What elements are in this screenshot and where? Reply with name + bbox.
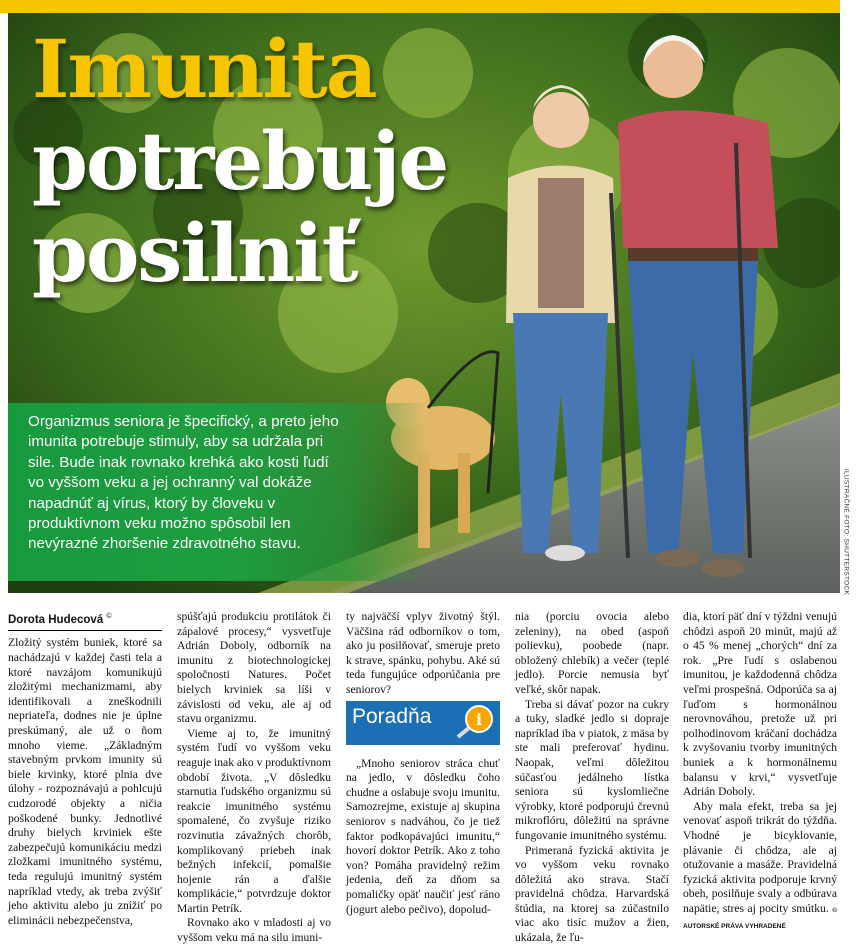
headline xyxy=(32,23,447,299)
lead-box xyxy=(8,403,428,581)
column-1 xyxy=(8,610,162,928)
paragraph: Vieme aj to, že imunitný systém ľudí vo vyššom veku reaguje inak ako v produktívnom období života. „V dôsledku starnutia ľudského organizmu sú reakcie imunitného systému spomalené, čo zvyšuje riziko rozvinutia závažných chorôb, komplikovaný priebeh inak bežných infekcií, pomalšie hojenie rán a ďalšie komplikácie,“ potvrdzuje doktor Martin Petrík. xyxy=(177,726,331,915)
headline-line-1: Imunita xyxy=(32,22,376,116)
paragraph: Zložitý systém buniek, ktoré sa nachádzajú v každej časti tela a ktoré navzájom komunikujú zložitými mechanizmami, aby identifikovali a zneškodnili nepriateľa, dodnes nie je úplne preskúmaný, ale už o ňom mnoho vieme. „Základným stavebným prvkom imunity sú biele krvinky, ktoré plnia dve úlohy - rozpoznávajú a pohlcujú cudzorodé objekty a ničia poškodené bunky. Jednotlivé druhy bielych krviniek ešte zabezpečujú komunikáciu medzi zložkami imunitného systému, teda regulujú imunitný systém napríklad vtedy, ak treba zvýšiť jeho aktivitu alebo ju znížiť po eliminácii nebezpečenstva, xyxy=(8,636,162,927)
column-4 xyxy=(515,610,669,946)
author-mark: © xyxy=(106,613,112,620)
column-2 xyxy=(177,610,331,946)
paragraph: nia (porciu ovocia alebo zeleniny), na obed (aspoň polievku), poobede (napr. obložený chlebík) a večer (teplé jedlo). Porcie nemusia byť veľké, skôr napak. xyxy=(515,610,669,696)
paragraph: Rovnako ako v mladosti aj vo vyššom veku má na silu imuni- xyxy=(177,916,331,945)
paragraph xyxy=(683,800,837,935)
paragraph: Primeraná fyzická aktivita je vo vyššom veku rovnako dôležitá ako strava. Stačí pravidelná chôdza. Harvardská štúdia, na ktorej sa zúčastnilo viac ako tisíc mužov a žien, ukázala, že ľu- xyxy=(515,843,669,945)
column-5 xyxy=(683,610,837,935)
photo-credit xyxy=(838,452,854,612)
headline-line-2: potrebuje xyxy=(32,114,448,208)
paragraph: dia, ktorí päť dní v týždni venujú chôdzi aspoň 20 minút, majú až o 45 % menej „chorých“ dní za rok. „Pre ľudí s oslabenou imunitou, je každodenná chôdza veľmi prospešná. Odporúča sa aj ľuďom s hormonálnou nerovnováhou, pretože už pri polhodinovom kráčaní dochádza k zvyšovaniu tvorby imunitných buniek a k hormonálnemu balansu v krvi,“ vysvetľuje Adrián Doboly. xyxy=(683,610,837,799)
paragraph-text: Aby mala efekt, treba sa jej venovať aspoň trikrát do týždňa. Vhodné je bicyklovanie, plávanie či chôdza, ale aj otužovanie a masáže. Pravidelná fyzická aktivita podporuje krvný obeh, posilňuje svaly a odbúrava napätie, stres aj pocity smútku. xyxy=(683,799,837,915)
top-accent-bar xyxy=(0,0,840,13)
author-byline xyxy=(8,610,162,631)
author-name: Dorota Hudecová xyxy=(8,613,104,626)
svg-text:i: i xyxy=(475,709,483,729)
column-3 xyxy=(346,610,500,917)
headline-line-3: posilniť xyxy=(32,206,357,300)
poradna-box xyxy=(346,701,500,745)
magnifier-info-icon xyxy=(452,703,496,743)
paragraph: Treba si dávať pozor na cukry a tuky, sladké jedlo si dopraje napríklad iba v piatok, z mäsa by ste mali preferovať hydinu. Naopak, veľmi dôležitou súčasťou jedálneho lístka seniora sú kyslomliečne výrobky, ktoré podporujú črevnú mikroflóru, dôležitú na správne fungovanie imunitného systému. xyxy=(515,697,669,842)
poradna-label: Poradňa xyxy=(352,704,432,728)
photo-credit-text: ILUSTRAČNÉ FOTO: SHUTTERSTOCK xyxy=(842,468,850,596)
paragraph: ty najväčší vplyv životný štýl. Väčšina rád odborníkov o tom, ako ju posilňovať, smeruje preto k strave, spánku, pohybu. Aké sú teda fungujúce odporúčania pre seniorov? xyxy=(346,610,500,696)
paragraph: „Mnoho seniorov stráca chuť na jedlo, v dôsledku čoho chudne a oslabuje svoju imunitu. Samozrejme, existuje aj skupina seniorov s nadváhou, čo je tiež faktor podkopávajúci imunitu,“ hovorí doktor Petrík. Ako z toho von? Pomáha pravidelný režim jedenia, deň za dňom sa pomaličky opäť naučiť jesť ráno (jogurt alebo pečivo), dopolud- xyxy=(346,756,500,916)
lead-text: Organizmus seniora je špecifický, a preto jeho imunita potrebuje stimuly, aby sa udržala pri sile. Bude inak rovnako krehká ako kosti ľudí vo vyššom veku a jej ochranný val dokáže napadnúť aj vírus, ktorý by človeku v produktívnom veku možno spôsobil len nevýrazné zhoršenie zdravotného stavu. xyxy=(28,413,339,553)
copyright-note: © AUTORSKÉ PRÁVA VYHRADENÉ xyxy=(683,906,837,931)
paragraph: spúšťajú produkciu protilátok či zápalové procesy,“ vysvetľuje Adrián Doboly, odborník na imunitu z biotechnologickej spoločnosti Natures. Počet bielych krviniek sa líši v závislosti od veku, ale aj od stavu organizmu. xyxy=(177,610,331,726)
